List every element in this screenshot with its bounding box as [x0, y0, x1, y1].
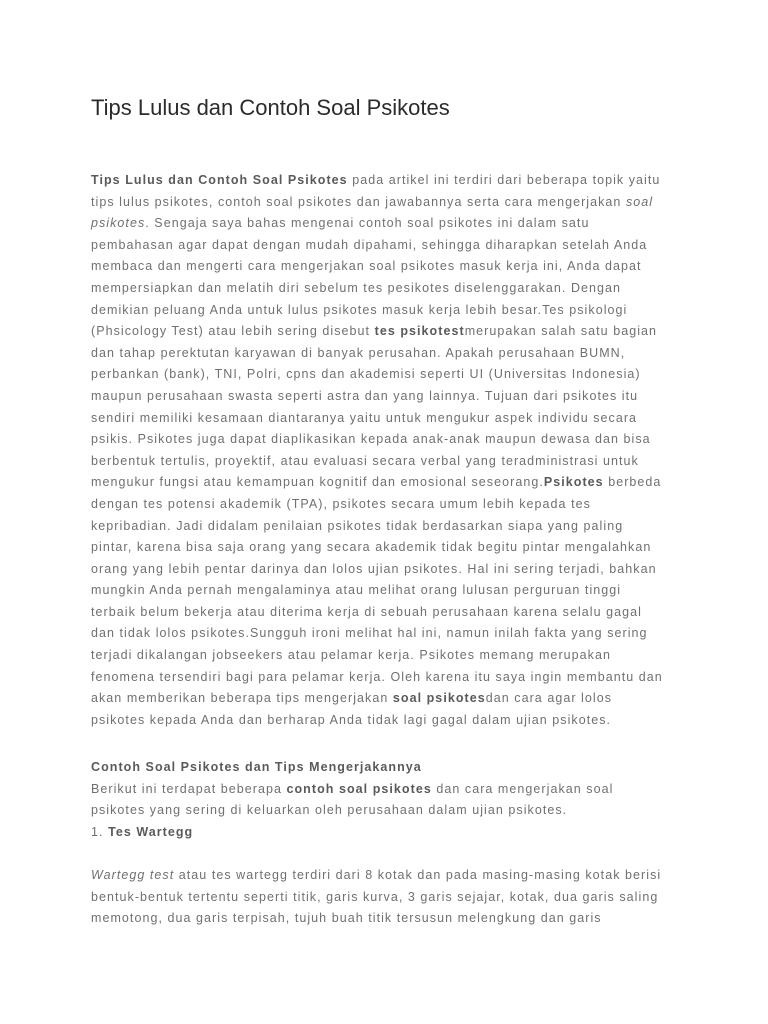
section-contoh-soal — [91, 757, 691, 843]
text-line: demikian peluang Anda untuk lulus psikotes masuk kerja lebih besar.Tes psikologi — [91, 302, 628, 317]
text-line — [91, 213, 691, 235]
text-line: dan tahap perektutan karyawan di banyak perusahan. Apakah perusahaan BUMN, — [91, 345, 626, 360]
text-span: . Sengaja saya bahas mengenai contoh soal psikotes ini dalam satu — [145, 216, 590, 231]
text-line: bentuk-bentuk tertentu seperti titik, garis kurva, 3 garis sejajar, kotak, dua garis saling — [91, 889, 659, 904]
text-line: psikotes kepada Anda dan berharap Anda tidak lagi gagal dalam ujian psikotes. — [91, 712, 612, 727]
text-span: (Phsicology Test) atau lebih sering disebut — [91, 324, 375, 339]
text-line: terjadi dikalangan jobseekers atau pelamar kerja. Psikotes memang merupakan — [91, 648, 611, 663]
text-line: psikis. Psikotes juga dapat diaplikasikan kepada anak-anak maupun dewasa dan bisa — [91, 432, 651, 447]
section-heading — [91, 757, 691, 779]
text-span: pada artikel ini terdiri dari beberapa topik yaitu — [347, 173, 661, 187]
text-span: mengukur fungsi atau kemampuan kognitif dan emosional seseorang. — [91, 475, 544, 490]
text-line — [91, 192, 691, 214]
italic-term: soal — [625, 194, 654, 209]
text-line: perbankan (bank), TNI, Polri, cpns dan akademisi seperti UI (Universitas Indonesia) — [91, 367, 641, 382]
text-span: dan cara agar lolos — [485, 691, 613, 706]
bold-term: soal psikotes — [392, 691, 486, 706]
list-item-label: Tes Wartegg — [108, 824, 194, 839]
intro-paragraph — [91, 170, 691, 731]
text-line — [91, 321, 691, 343]
text-span: akan memberikan beberapa tips mengerjakan — [91, 691, 393, 706]
bold-term: contoh soal psikotes — [286, 781, 432, 796]
text-line: pintar, karena bisa saja orang yang secara akademik tidak begitu pintar mengalahkan — [91, 540, 652, 555]
text-span: berbeda — [603, 475, 662, 490]
list-number: 1. — [91, 824, 109, 839]
text-line: maupun perusahaan swasta seperti astra dan yang lainnya. Tujuan dari psikotes itu — [91, 388, 639, 403]
italic-term: psikotes — [91, 216, 146, 231]
text-line: psikotes yang sering di keluarkan oleh perusahaan dalam ujian psikotes. — [91, 803, 568, 818]
wartegg-paragraph — [91, 865, 691, 930]
text-line: fenomena tersendiri bagi para pelamar kerja. Oleh karena itu saya ingin membantu dan — [91, 669, 663, 684]
bold-term: Tips Lulus dan Contoh Soal Psikotes — [91, 173, 348, 187]
italic-term: Wartegg test — [91, 868, 175, 882]
text-span: tips lulus psikotes, contoh soal psikotes dan jawabannya serta cara mengerjakan — [91, 194, 626, 209]
page-title: Tips Lulus dan Contoh Soal Psikotes — [91, 95, 450, 120]
text-line: dan tidak lolos psikotes.Sungguh ironi melihat hal ini, namun inilah fakta yang sering — [91, 626, 648, 641]
text-line — [91, 688, 691, 710]
text-line: memotong, dua garis terpisah, tujuh buah titik tersusun melengkung dan garis — [91, 911, 602, 926]
bold-term: tes psikotest — [374, 324, 465, 339]
text-line: pembahasan agar dapat dengan mudah dipahami, sehingga diharapkan setelah Anda — [91, 237, 648, 252]
list-item — [91, 822, 691, 844]
text-line: membaca dan mengerti cara mengerjakan soal psikotes masuk kerja ini, Anda dapat — [91, 259, 642, 274]
text-span: dan cara mengerjakan soal — [431, 781, 614, 796]
text-line: terbaik belum bekerja atau diterima kerja di sebuah perusahaan karena selalu gagal — [91, 604, 642, 619]
text-line: orang yang lebih pentar darinya dan lolos ujian psikotes. Hal ini sering terjadi, bahkan — [91, 561, 657, 576]
text-span: atau tes wartegg terdiri dari 8 kotak dan pada masing-masing kotak berisi — [174, 868, 662, 882]
text-line: berbentuk tertulis, proyektif, atau evaluasi secara verbal yang teradministrasi untuk — [91, 453, 639, 468]
bold-term: Psikotes — [543, 475, 604, 490]
text-line: dengan tes potensi akademik (TPA), psikotes secara umum lebih kepada tes — [91, 496, 591, 511]
text-span: Berikut ini terdapat beberapa — [91, 781, 287, 796]
text-line: kepribadian. Jadi didalam penilaian psikotes tidak berdasarkan siapa yang paling — [91, 518, 624, 533]
text-line: mungkin Anda pernah mengalaminya atau melihat orang lulusan perguruan tinggi — [91, 583, 622, 598]
section-heading-text: Contoh Soal Psikotes dan Tips Mengerjakannya — [91, 760, 422, 774]
text-line — [91, 865, 691, 887]
text-line: sendiri memiliki kesamaan diantaranya yaitu untuk mengukur aspek individu secara — [91, 410, 638, 425]
text-line — [91, 779, 691, 801]
text-line — [91, 170, 691, 192]
text-span: merupakan salah satu bagian — [464, 324, 658, 339]
text-line: mempersiapkan dan melatih diri sebelum tes pesikotes diselenggarakan. Dengan — [91, 280, 622, 295]
text-line — [91, 472, 691, 494]
